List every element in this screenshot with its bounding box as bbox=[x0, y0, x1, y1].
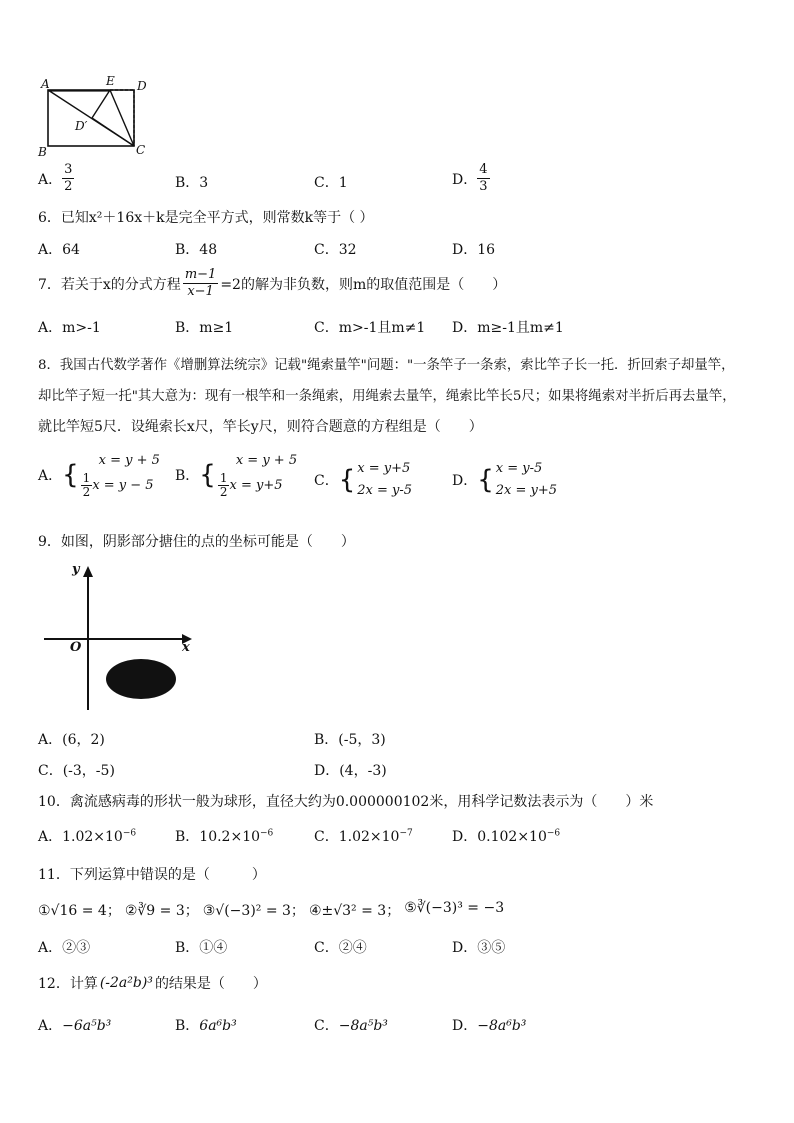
q12-option-c[interactable]: C．−8a⁵b³ bbox=[314, 1018, 388, 1034]
equation-system: { x = y-5 2x = y+5 bbox=[477, 461, 558, 498]
q10-stem: 10．禽流感病毒的形状一般为球形，直径大约为0.000000102米，用科学记数法表示为（ ）米 bbox=[38, 794, 654, 810]
q8-line-1: 8．我国古代数学著作《增删算法统宗》记载"绳索量竿"问题："一条竿子一条索，索比竿子长一托．折回索子却量竿， bbox=[38, 358, 735, 373]
q7-option-b[interactable]: B．m≥1 bbox=[175, 320, 234, 336]
q6-option-d[interactable]: D．16 bbox=[452, 242, 496, 258]
q5-option-b[interactable]: B．3 bbox=[175, 175, 209, 191]
fraction: $\frac{4}{3}$ bbox=[479, 162, 488, 194]
q9-stem: 9．如图，阴影部分搪住的点的坐标可能是（ ） bbox=[38, 534, 355, 550]
q11-item-4: ④±√3² = 3； bbox=[308, 903, 401, 919]
q8-line-3: 就比竿短5尺．设绳索长x尺，竿长y尺，则符合题意的方程组是（ ） bbox=[38, 419, 483, 435]
q7-option-a[interactable]: A．m>-1 bbox=[38, 320, 101, 336]
fig-label-c: C bbox=[136, 143, 146, 157]
q9-option-a[interactable]: A．(6，2) bbox=[38, 732, 105, 748]
q11-item-3: ③√(−3)² = 3； bbox=[202, 903, 305, 919]
q8-option-b[interactable]: B． { x = y + 5 $\frac{1}{2}$ x = y+5 bbox=[175, 450, 297, 499]
q6-stem: 6．已知x²＋16x＋k是完全平方式，则常数k等于（ ） bbox=[38, 210, 374, 226]
fig-label-a: A bbox=[41, 77, 50, 91]
q11-items bbox=[38, 900, 504, 920]
shaded-region bbox=[106, 659, 176, 699]
q11-item-1: ①√16 = 4； bbox=[38, 903, 121, 919]
q8-line-2: 却比竿子短一托"其大意为：现有一根竿和一条绳索，用绳索去量竿，绳索比竿长5尺；如果将绳索对半折后再去量竿， bbox=[38, 389, 736, 404]
q8-option-a[interactable]: A． { x = y + 5 $\frac{1}{2}$ x = y − 5 bbox=[38, 450, 160, 499]
q12-option-a[interactable]: A．−6a⁵b³ bbox=[38, 1018, 112, 1034]
q11-stem: 11．下列运算中错误的是（ ） bbox=[38, 867, 266, 883]
q8-option-d[interactable]: D． { x = y-5 2x = y+5 bbox=[452, 458, 557, 502]
equation-system: { x = y + 5 $\frac{1}{2}$ x = y+5 bbox=[199, 453, 298, 499]
q6-option-b[interactable]: B．48 bbox=[175, 242, 218, 258]
q12-expression: (-2a²b)³ bbox=[99, 975, 153, 991]
fraction: $\frac{3}{2}$ bbox=[64, 162, 73, 194]
q9-option-c[interactable]: C．(-3，-5) bbox=[38, 763, 115, 779]
q12-stem: 12．计算 (-2a²b)³ 的结果是（ ） bbox=[38, 975, 267, 992]
q11-option-a[interactable]: A．②③ bbox=[38, 940, 91, 956]
q7-option-c[interactable]: C．m>-1且m≠1 bbox=[314, 320, 426, 336]
equation-system: { x = y+5 2x = y-5 bbox=[338, 461, 413, 498]
q12-option-b[interactable]: B．6a⁶b³ bbox=[175, 1018, 237, 1034]
q5-option-c[interactable]: C．1 bbox=[314, 175, 348, 191]
fig-label-b: B bbox=[38, 145, 47, 159]
q12-option-d[interactable]: D．−8a⁶b³ bbox=[452, 1018, 527, 1034]
q11-option-d[interactable]: D．③⑤ bbox=[452, 940, 506, 956]
axis-x-label: x bbox=[182, 640, 190, 655]
q6-option-a[interactable]: A．64 bbox=[38, 242, 80, 258]
fig-label-e: E bbox=[106, 74, 115, 88]
fraction: $\frac{m-1}{x-1}$ bbox=[184, 267, 217, 299]
q10-option-b[interactable]: B．$10.2\times 10^{-6}$ bbox=[175, 828, 274, 845]
q7-stem: 7．若关于x的分式方程 $\frac{m-1}{x-1}$ =2的解为非负数，则m的取值范围是（ ） bbox=[38, 267, 507, 299]
q10-option-d[interactable]: D．$0.102\times 10^{-6}$ bbox=[452, 828, 561, 845]
axis-y-label: y bbox=[72, 562, 80, 577]
q9-option-d[interactable]: D．(4，-3) bbox=[314, 763, 387, 779]
q10-option-a[interactable]: A．$1.02\times 10^{-6}$ bbox=[38, 828, 137, 845]
equation-system: { x = y + 5 $\frac{1}{2}$ x = y − 5 bbox=[62, 453, 160, 499]
q9-option-b[interactable]: B．(-5，3) bbox=[314, 732, 386, 748]
q11-item-5: ⑤∛(−3)³ = −3 bbox=[404, 900, 505, 916]
q5-option-d[interactable]: D． $\frac{4}{3}$ bbox=[452, 162, 488, 194]
q5-option-a[interactable]: A． $\frac{3}{2}$ bbox=[38, 162, 73, 194]
q10-option-c[interactable]: C．$1.02\times 10^{-7}$ bbox=[314, 828, 413, 845]
fig-label-d: D bbox=[137, 79, 147, 93]
q8-option-c[interactable]: C． { x = y+5 2x = y-5 bbox=[314, 458, 412, 502]
q6-option-c[interactable]: C．32 bbox=[314, 242, 357, 258]
q11-option-c[interactable]: C．②④ bbox=[314, 940, 367, 956]
q7-option-d[interactable]: D．m≥-1且m≠1 bbox=[452, 320, 564, 336]
q11-option-b[interactable]: B．①④ bbox=[175, 940, 228, 956]
fig-label-d-prime: D′ bbox=[75, 119, 88, 133]
q11-item-2: ②∛9 = 3； bbox=[124, 903, 199, 919]
origin-label: O bbox=[70, 640, 82, 655]
coordinate-axes-figure bbox=[40, 560, 200, 712]
